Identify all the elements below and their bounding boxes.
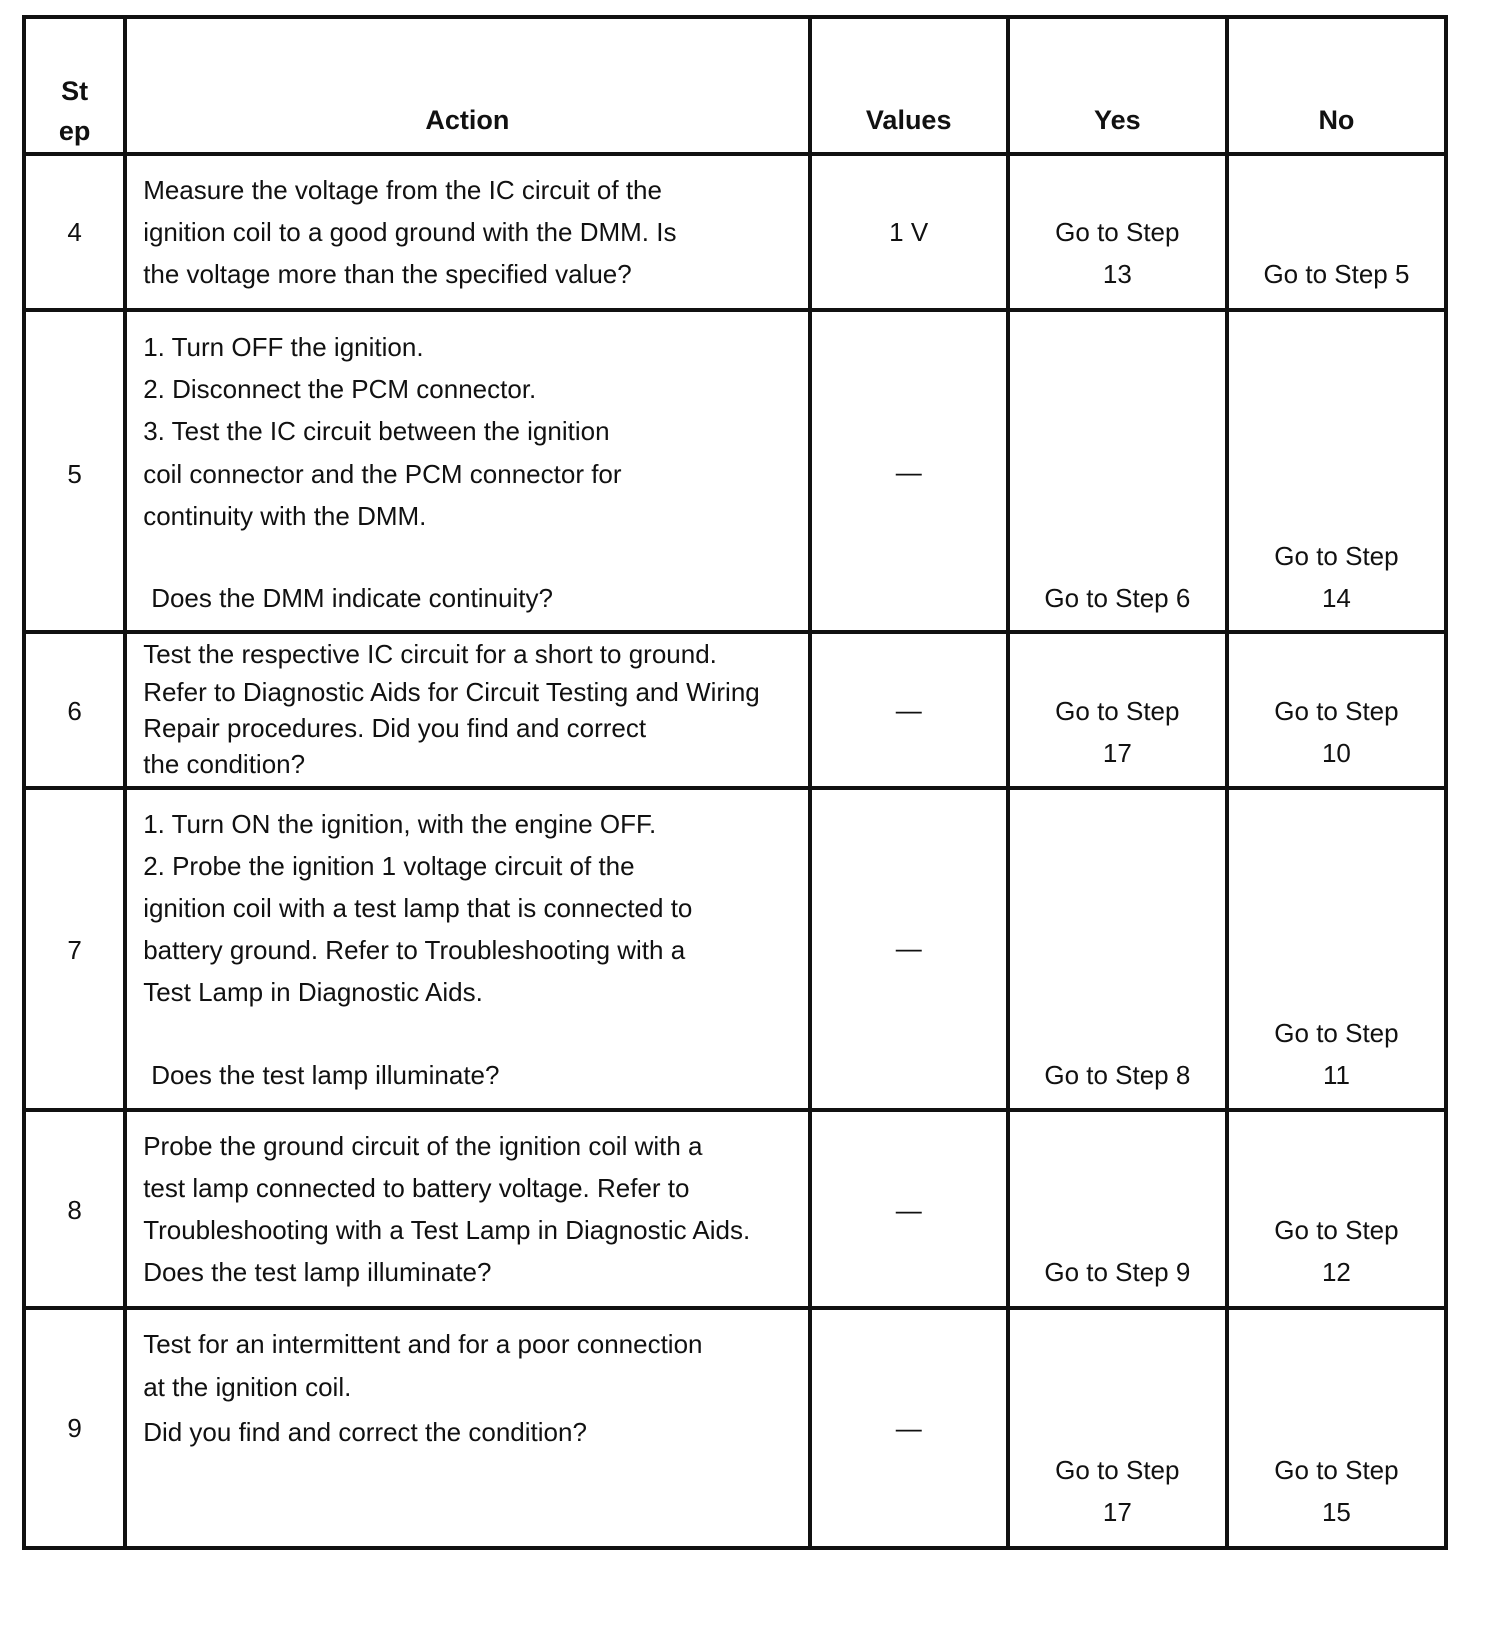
- action-line: Refer to Diagnostic Aids for Circuit Testing and Wiring: [143, 677, 760, 707]
- step-number: 4: [67, 217, 82, 247]
- yes-cell: [1008, 1308, 1227, 1548]
- yes-cell: [1008, 788, 1227, 1110]
- action-line: Does the test lamp illuminate?: [151, 1060, 500, 1090]
- no-cell: [1227, 788, 1446, 1110]
- yes-line: Go to Step: [1055, 1455, 1180, 1485]
- no-line: Go to Step 5: [1263, 259, 1410, 289]
- action-line: Measure the voltage from the IC circuit of the: [143, 175, 662, 205]
- action-line: test lamp connected to battery voltage. Refer to: [143, 1173, 690, 1203]
- no-line: Go to Step: [1274, 1215, 1399, 1245]
- header-no: [1227, 17, 1446, 154]
- step-cell: [24, 632, 125, 788]
- step-number: 9: [67, 1413, 82, 1443]
- step-cell: [24, 1110, 125, 1308]
- no-cell: [1227, 310, 1446, 632]
- action-line: the voltage more than the specified value?: [143, 259, 632, 289]
- action-line: 2. Probe the ignition 1 voltage circuit of the: [143, 851, 635, 881]
- action-cell: [125, 1308, 809, 1548]
- no-cell: [1227, 1308, 1446, 1548]
- no-line: 14: [1321, 583, 1351, 613]
- header-step-line2: ep: [58, 116, 91, 146]
- yes-line: 13: [1102, 259, 1132, 289]
- table-row: [24, 310, 1446, 632]
- action-line: 2. Disconnect the PCM connector.: [143, 374, 537, 404]
- value-text: —: [895, 695, 922, 725]
- header-no-label: No: [1318, 105, 1355, 135]
- table-row: [24, 154, 1446, 310]
- action-cell: [125, 310, 809, 632]
- header-action: [125, 17, 809, 154]
- no-line: Go to Step: [1274, 696, 1399, 726]
- action-line: Repair procedures. Did you find and correct: [143, 713, 647, 743]
- no-cell: [1227, 154, 1446, 310]
- step-cell: [24, 1308, 125, 1548]
- value-cell: [810, 154, 1008, 310]
- no-line: 12: [1321, 1257, 1351, 1287]
- value-cell: [810, 310, 1008, 632]
- value-cell: [810, 1308, 1008, 1548]
- action-line: battery ground. Refer to Troubleshooting with a: [143, 935, 686, 965]
- no-line: Go to Step: [1274, 1455, 1399, 1485]
- yes-line: Go to Step: [1055, 696, 1180, 726]
- yes-cell: [1008, 154, 1227, 310]
- step-cell: [24, 788, 125, 1110]
- action-line: at the ignition coil.: [143, 1372, 352, 1402]
- header-action-label: Action: [425, 105, 510, 135]
- yes-line: 17: [1102, 738, 1132, 768]
- header-yes-label: Yes: [1094, 105, 1141, 135]
- step-number: 6: [67, 696, 82, 726]
- action-line: Does the DMM indicate continuity?: [151, 583, 553, 613]
- action-line: 3. Test the IC circuit between the ignition: [143, 416, 610, 446]
- header-row: [24, 17, 1446, 154]
- step-number: 8: [67, 1195, 82, 1225]
- step-number: 5: [67, 459, 82, 489]
- action-line: continuity with the DMM.: [143, 501, 427, 531]
- value-text: —: [895, 1413, 922, 1443]
- action-line: coil connector and the PCM connector for: [143, 459, 622, 489]
- action-line: Troubleshooting with a Test Lamp in Diagnostic Aids.: [143, 1215, 751, 1245]
- step-cell: [24, 310, 125, 632]
- yes-cell: [1008, 632, 1227, 788]
- action-line: Test Lamp in Diagnostic Aids.: [143, 977, 483, 1007]
- no-line: 15: [1321, 1497, 1351, 1527]
- value-text: —: [895, 457, 922, 487]
- step-cell: [24, 154, 125, 310]
- table-row: [24, 788, 1446, 1110]
- action-cell: [125, 1110, 809, 1308]
- value-text: 1 V: [889, 217, 929, 247]
- action-line: Test for an intermittent and for a poor connection: [143, 1329, 703, 1359]
- yes-cell: [1008, 1110, 1227, 1308]
- yes-line: Go to Step 8: [1044, 1060, 1191, 1090]
- action-cell: [125, 154, 809, 310]
- value-text: —: [895, 933, 922, 963]
- step-number: 7: [67, 935, 82, 965]
- header-values-label: Values: [865, 105, 952, 135]
- header-values: [810, 17, 1008, 154]
- no-cell: [1227, 1110, 1446, 1308]
- table-row: [24, 1308, 1446, 1548]
- header-step: [24, 17, 125, 154]
- yes-cell: [1008, 310, 1227, 632]
- action-cell: [125, 632, 809, 788]
- action-line: Test the respective IC circuit for a short to ground.: [143, 639, 717, 669]
- no-line: Go to Step: [1274, 1018, 1399, 1048]
- action-line: 1. Turn OFF the ignition.: [143, 332, 424, 362]
- table-row: [24, 632, 1446, 788]
- no-line: 11: [1322, 1060, 1350, 1090]
- value-cell: [810, 632, 1008, 788]
- diagnostic-table: [22, 15, 1448, 1550]
- no-line: Go to Step: [1274, 541, 1399, 571]
- no-cell: [1227, 632, 1446, 788]
- action-line: Probe the ground circuit of the ignition coil with a: [143, 1131, 703, 1161]
- action-cell: [125, 788, 809, 1110]
- action-line: ignition coil to a good ground with the DMM. Is: [143, 217, 677, 247]
- yes-line: Go to Step: [1055, 217, 1180, 247]
- value-text: —: [895, 1195, 922, 1225]
- action-line: 1. Turn ON the ignition, with the engine OFF.: [143, 809, 657, 839]
- table-row: [24, 1110, 1446, 1308]
- yes-line: Go to Step 6: [1044, 583, 1191, 613]
- header-yes: [1008, 17, 1227, 154]
- no-line: 10: [1321, 738, 1351, 768]
- action-line: the condition?: [143, 749, 306, 779]
- yes-line: Go to Step 9: [1044, 1257, 1191, 1287]
- value-cell: [810, 788, 1008, 1110]
- header-step-line1: St: [61, 76, 89, 106]
- action-line: Does the test lamp illuminate?: [143, 1257, 492, 1287]
- yes-line: 17: [1102, 1497, 1132, 1527]
- value-cell: [810, 1110, 1008, 1308]
- action-line: ignition coil with a test lamp that is connected to: [143, 893, 693, 923]
- action-line: Did you find and correct the condition?: [143, 1417, 587, 1447]
